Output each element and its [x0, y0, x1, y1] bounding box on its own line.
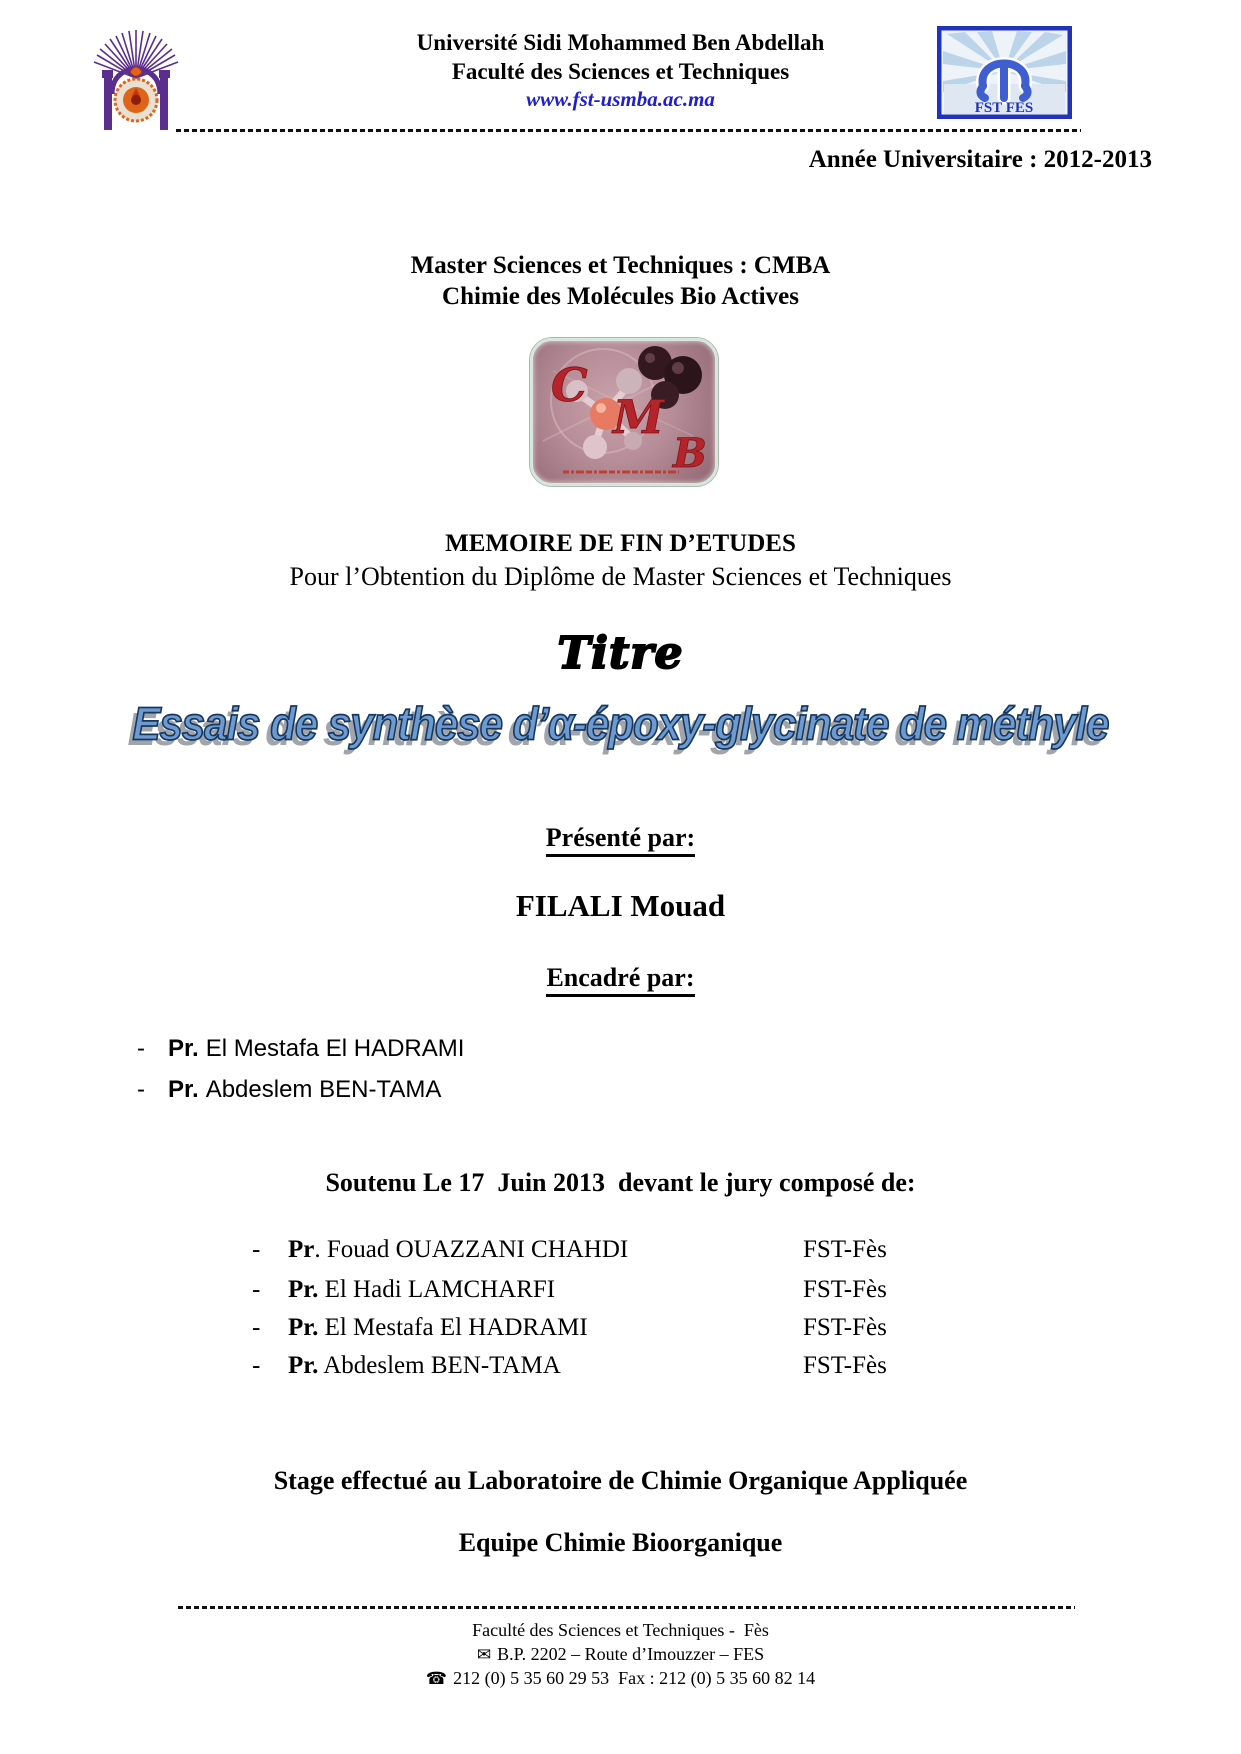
- jury-name: El Hadi LAMCHARFI: [324, 1276, 556, 1303]
- mail-icon: ✉: [476, 1645, 492, 1665]
- supervisor-name: Abdeslem BEN-TAMA: [205, 1076, 442, 1103]
- jury-title: Pr.: [288, 1314, 319, 1341]
- jury-row: [252, 1276, 1052, 1304]
- footer-phone-text: 212 (0) 5 35 60 29 53 Fax : 212 (0) 5 35 60 82 14: [453, 1668, 816, 1688]
- supervisor-row: [137, 1076, 837, 1104]
- internship-lab: Stage effectué au Laboratoire de Chimie Organique Appliquée: [273, 1466, 968, 1495]
- bullet-dash: -: [252, 1352, 261, 1379]
- jury-row: [252, 1236, 1052, 1264]
- author-name: FILALI Mouad: [515, 888, 726, 923]
- internship-team: Equipe Chimie Bioorganique: [458, 1528, 783, 1557]
- jury-row: [252, 1314, 1052, 1342]
- cmb-letter-c: C: [551, 358, 588, 412]
- defense-heading: Soutenu Le 17 Juin 2013 devant le jury composé de:: [325, 1168, 916, 1197]
- supervisor-title: Pr.: [168, 1035, 199, 1062]
- fst-fes-logo-icon: [937, 26, 1072, 119]
- top-dashed-divider: [176, 129, 1081, 132]
- jury-affiliation: FST-Fès: [803, 1276, 887, 1303]
- academic-year: Année Universitaire : 2012-2013: [808, 146, 1152, 173]
- supervised-by-label: [0, 963, 1241, 997]
- cmb-letter-b: B: [673, 430, 707, 477]
- bottom-dashed-divider: [178, 1606, 1075, 1609]
- bullet-dash: -: [252, 1314, 261, 1341]
- supervisor-title: Pr.: [168, 1076, 199, 1103]
- program-line1: Master Sciences et Techniques : CMBA: [410, 252, 831, 279]
- cmb-letter-m: M: [613, 390, 664, 444]
- jury-member: [288, 1236, 803, 1264]
- jury-name: Fouad OUAZZANI CHAHDI: [326, 1236, 629, 1263]
- fst-fes-caption: FST FES: [974, 100, 1034, 116]
- jury-member: [288, 1314, 803, 1342]
- jury-title-sep: .: [314, 1236, 321, 1263]
- bullet-dash: -: [252, 1236, 261, 1263]
- jury-member: [288, 1276, 803, 1304]
- presented-by-label: [0, 823, 1241, 857]
- bullet-dash: -: [137, 1076, 145, 1103]
- cmb-master-logo: [530, 338, 718, 486]
- memoire-subtitle: Pour l’Obtention du Diplôme de Master Sciences et Techniques: [289, 562, 952, 591]
- footer-faculty: Faculté des Sciences et Techniques - Fès: [472, 1620, 769, 1640]
- website-link: www.fst-usmba.ac.ma: [526, 87, 715, 111]
- bullet-dash: -: [252, 1276, 261, 1303]
- jury-title: Pr.: [288, 1352, 319, 1379]
- jury-affiliation: FST-Fès: [803, 1236, 887, 1263]
- memoire-title: MEMOIRE DE FIN D’ETUDES: [445, 530, 796, 557]
- titre-label: Titre: [557, 628, 684, 679]
- jury-affiliation: FST-Fès: [803, 1352, 887, 1379]
- cmb-molecule-icon: [533, 341, 709, 477]
- jury-row: [252, 1352, 1052, 1380]
- jury-title: Pr: [288, 1236, 315, 1263]
- jury-name: El Mestafa El HADRAMI: [324, 1314, 588, 1341]
- fst-fes-logo: [937, 26, 1072, 119]
- jury-affiliation: FST-Fès: [803, 1314, 887, 1341]
- jury-name: Abdeslem BEN-TAMA: [323, 1352, 561, 1379]
- footer-address: [0, 1642, 1241, 1667]
- footer-phone: [0, 1666, 1241, 1691]
- university-name: Université Sidi Mohammed Ben Abdellah: [416, 30, 825, 55]
- phone-icon: ☎: [425, 1669, 448, 1689]
- thesis-title: Essais de synthèse d’α-époxy-glycinate de méthyle: [132, 697, 1109, 750]
- presented-by-text: Présenté par:: [546, 823, 695, 857]
- jury-title: Pr.: [288, 1276, 319, 1303]
- faculty-name: Faculté des Sciences et Techniques: [451, 59, 790, 84]
- supervised-by-text: Encadré par:: [546, 963, 694, 997]
- supervisor-row: [137, 1035, 837, 1063]
- bullet-dash: -: [137, 1035, 145, 1062]
- footer-address-text: B.P. 2202 – Route d’Imouzzer – FES: [497, 1644, 765, 1664]
- supervisor-name: El Mestafa El HADRAMI: [205, 1035, 465, 1062]
- jury-member: [288, 1352, 803, 1380]
- program-line2: Chimie des Molécules Bio Actives: [442, 283, 799, 310]
